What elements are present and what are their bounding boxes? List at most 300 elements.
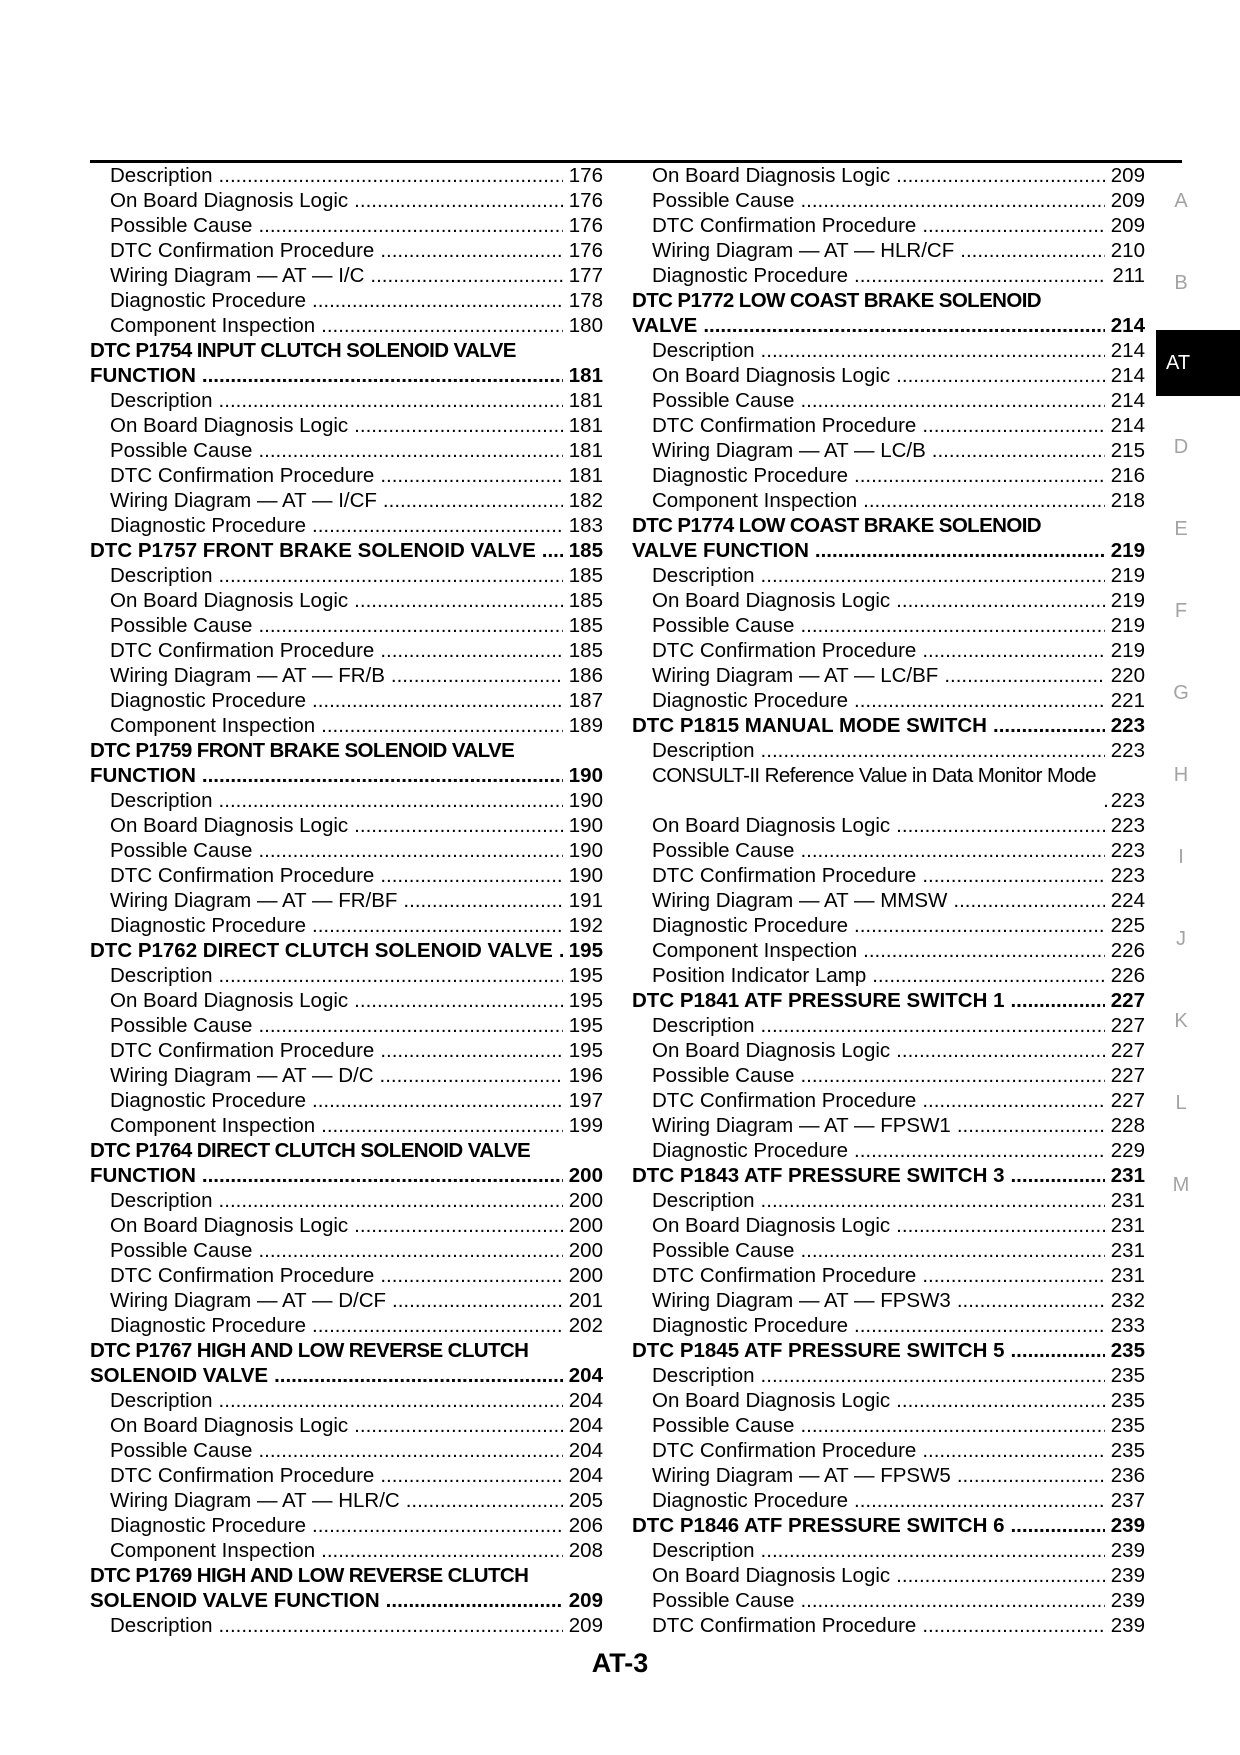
toc-entry-label: DTC P1845 ATF PRESSURE SWITCH 5 [632, 1339, 1005, 1362]
toc-entry-label: DTC P1767 HIGH AND LOW REVERSE CLUTCH [90, 1339, 529, 1362]
section-tab-at[interactable]: AT [1156, 330, 1240, 396]
toc-entry-label: Possible Cause [652, 1239, 795, 1262]
toc-entry-label: On Board Diagnosis Logic [652, 164, 891, 187]
dot-leader [383, 488, 563, 513]
section-tab-b[interactable]: B [1174, 272, 1188, 294]
toc-section-entry[interactable] [90, 363, 603, 388]
toc-entry-label: Diagnostic Procedure [652, 914, 848, 937]
toc-entry-page: 223 [1110, 739, 1145, 762]
toc-entry-page: 223 [1110, 814, 1145, 837]
toc-entry[interactable] [632, 938, 1145, 963]
toc-entry[interactable] [632, 1088, 1145, 1113]
toc-entry[interactable] [90, 713, 603, 738]
toc-entry[interactable] [632, 738, 1145, 763]
toc-entry[interactable] [90, 1238, 603, 1263]
toc-section-entry[interactable] [632, 313, 1145, 338]
toc-entry[interactable] [632, 338, 1145, 363]
dot-leader [542, 538, 563, 563]
toc-entry-page: 223 [1110, 714, 1145, 737]
toc-entry-label: Description [652, 1189, 755, 1212]
toc-entry[interactable] [632, 1463, 1145, 1488]
toc-section-entry[interactable] [90, 1588, 603, 1613]
toc-entry[interactable] [632, 1263, 1145, 1288]
toc-entry-label: FUNCTION [90, 364, 196, 387]
toc-entry-page: 221 [1110, 689, 1145, 712]
toc-entry-page: 200 [568, 1189, 603, 1212]
dot-leader [380, 1038, 562, 1063]
toc-entry-page: 211 [1112, 264, 1145, 287]
toc-entry-page: 200 [568, 1264, 603, 1287]
dot-leader [354, 588, 563, 613]
dot-leader [202, 763, 563, 788]
toc-entry-page: 200 [568, 1164, 603, 1187]
toc-entry-page: 214 [1110, 389, 1145, 412]
toc-entry[interactable] [90, 1488, 603, 1513]
toc-entry[interactable] [632, 913, 1145, 938]
dot-leader [354, 188, 563, 213]
toc-entry-page: 181 [568, 414, 603, 437]
toc-entry[interactable] [632, 1363, 1145, 1388]
toc-entry-page: 176 [568, 214, 603, 237]
toc-entry[interactable] [632, 1038, 1145, 1063]
toc-entry-label: Wiring Diagram — AT — FR/B [110, 664, 385, 687]
dot-leader [219, 1388, 563, 1413]
toc-entry-page: 223 [1110, 789, 1145, 812]
toc-entry[interactable] [90, 788, 603, 813]
toc-entry[interactable] [90, 813, 603, 838]
toc-entry-label: Possible Cause [652, 389, 795, 412]
dot-leader [321, 1113, 563, 1138]
toc-entry[interactable] [90, 438, 603, 463]
toc-entry-page: 232 [1110, 1289, 1145, 1312]
toc-section-entry[interactable] [632, 1338, 1145, 1363]
toc-entry-page: 226 [1110, 939, 1145, 962]
toc-entry[interactable] [90, 1013, 603, 1038]
toc-entry[interactable] [632, 413, 1145, 438]
dot-leader [380, 863, 562, 888]
toc-entry[interactable] [632, 588, 1145, 613]
toc-entry-label: Diagnostic Procedure [652, 1139, 848, 1162]
toc-section-entry[interactable] [90, 1163, 603, 1188]
dot-leader [896, 1563, 1105, 1588]
toc-entry[interactable] [632, 188, 1145, 213]
toc-entry[interactable] [632, 363, 1145, 388]
toc-entry-label: On Board Diagnosis Logic [652, 1214, 891, 1237]
toc-entry-page: 176 [568, 189, 603, 212]
toc-entry[interactable] [90, 163, 603, 188]
toc-entry[interactable] [632, 663, 1145, 688]
dot-leader [258, 838, 562, 863]
dot-leader [202, 363, 563, 388]
toc-entry[interactable] [632, 813, 1145, 838]
toc-entry-label: Diagnostic Procedure [652, 264, 848, 287]
toc-entry-label: DTC Confirmation Procedure [652, 1264, 917, 1287]
section-tab-m[interactable]: M [1172, 1174, 1190, 1196]
dot-leader [800, 188, 1104, 213]
toc-entry[interactable] [90, 1613, 603, 1638]
toc-entry-page: 190 [568, 864, 603, 887]
toc-entry[interactable] [632, 763, 1145, 788]
toc-entry-label: DTC Confirmation Procedure [110, 1264, 375, 1287]
dot-leader [312, 513, 563, 538]
toc-entry[interactable] [632, 1388, 1145, 1413]
dot-leader [922, 1263, 1104, 1288]
section-tab-k[interactable]: K [1174, 1010, 1188, 1032]
toc-entry[interactable] [632, 238, 1145, 263]
toc-entry[interactable] [90, 288, 603, 313]
toc-entry[interactable] [90, 1288, 603, 1313]
dot-leader [403, 888, 562, 913]
toc-entry[interactable] [632, 863, 1145, 888]
dot-leader [761, 1363, 1105, 1388]
dot-leader [922, 213, 1104, 238]
dot-leader [932, 438, 1105, 463]
dot-leader [380, 238, 562, 263]
toc-entry-page: 189 [568, 714, 603, 737]
dot-leader [854, 263, 1106, 288]
section-tab-f[interactable]: F [1174, 600, 1188, 622]
toc-entry[interactable] [90, 638, 603, 663]
section-tab-h[interactable]: H [1173, 764, 1189, 786]
toc-section-entry[interactable] [632, 538, 1145, 563]
section-tab-l[interactable]: L [1175, 1092, 1187, 1114]
toc-entry-label: On Board Diagnosis Logic [652, 364, 891, 387]
dot-leader [800, 838, 1104, 863]
toc-entry[interactable] [90, 663, 603, 688]
toc-entry[interactable] [90, 688, 603, 713]
toc-section-entry[interactable] [632, 513, 1145, 538]
toc-entry[interactable] [632, 1563, 1145, 1588]
toc-entry[interactable] [632, 1588, 1145, 1613]
toc-entry[interactable] [632, 1288, 1145, 1313]
toc-entry-page: 235 [1110, 1389, 1145, 1412]
toc-entry[interactable] [90, 1463, 603, 1488]
toc-entry-label: DTC P1762 DIRECT CLUTCH SOLENOID VALVE [90, 939, 553, 962]
toc-entry-label: Description [110, 164, 213, 187]
toc-entry[interactable] [90, 213, 603, 238]
toc-entry[interactable] [90, 888, 603, 913]
toc-entry-label: DTC Confirmation Procedure [652, 1089, 917, 1112]
toc-entry[interactable] [90, 563, 603, 588]
toc-entry[interactable] [632, 1013, 1145, 1038]
toc-entry[interactable] [90, 1063, 603, 1088]
toc-entry[interactable] [632, 838, 1145, 863]
toc-entry-page: 209 [568, 1589, 603, 1612]
dot-leader [354, 988, 563, 1013]
toc-entry-label: Wiring Diagram — AT — I/CF [110, 489, 377, 512]
toc-entry-label: Description [652, 1364, 755, 1387]
toc-entry-page: 235 [1110, 1364, 1145, 1387]
toc-entry-page: 199 [568, 1114, 603, 1137]
dot-leader [1010, 1338, 1104, 1363]
toc-section-entry[interactable] [632, 713, 1145, 738]
dot-leader [896, 163, 1105, 188]
toc-entry-page: 239 [1110, 1514, 1145, 1537]
toc-entry-label: Diagnostic Procedure [110, 1514, 306, 1537]
toc-entry-label: Possible Cause [110, 439, 253, 462]
dot-leader [380, 1063, 563, 1088]
toc-entry[interactable] [90, 1313, 603, 1338]
toc-entry-label: Component Inspection [652, 939, 858, 962]
section-tab-d[interactable]: D [1173, 436, 1189, 458]
dot-leader [896, 1038, 1105, 1063]
toc-section-entry[interactable] [90, 938, 603, 963]
toc-entry-label: Diagnostic Procedure [110, 289, 306, 312]
toc-entry-page: 180 [568, 314, 603, 337]
toc-entry-page: 186 [568, 664, 603, 687]
toc-entry-page: 209 [1110, 164, 1145, 187]
toc-section-entry[interactable] [90, 763, 603, 788]
section-tab-g[interactable]: G [1173, 682, 1189, 704]
toc-entry-label: DTC Confirmation Procedure [652, 414, 917, 437]
dot-leader [1010, 1513, 1104, 1538]
toc-section-entry[interactable] [90, 1338, 603, 1363]
toc-entry-page: 231 [1110, 1214, 1145, 1237]
toc-entry-page: 239 [1110, 1614, 1145, 1637]
toc-entry[interactable] [632, 788, 1145, 813]
toc-entry[interactable] [632, 1138, 1145, 1163]
toc-entry[interactable] [90, 988, 603, 1013]
dot-leader [219, 388, 563, 413]
toc-entry[interactable] [632, 1188, 1145, 1213]
toc-entry[interactable] [632, 888, 1145, 913]
toc-entry-label: Possible Cause [652, 189, 795, 212]
toc-entry-label: Possible Cause [110, 839, 253, 862]
dot-leader [559, 938, 563, 963]
toc-entry-page: 237 [1110, 1489, 1145, 1512]
toc-entry-page: 239 [1110, 1539, 1145, 1562]
toc-entry[interactable] [90, 388, 603, 413]
toc-entry[interactable] [90, 838, 603, 863]
dot-leader [202, 1163, 563, 1188]
toc-entry-label: DTC Confirmation Procedure [652, 214, 917, 237]
dot-leader [761, 563, 1105, 588]
toc-entry[interactable] [632, 1113, 1145, 1138]
toc-entry-page: 195 [568, 1014, 603, 1037]
toc-entry[interactable] [90, 963, 603, 988]
dot-leader [854, 1138, 1105, 1163]
toc-entry-page: 202 [568, 1314, 603, 1337]
toc-entry-label: DTC Confirmation Procedure [110, 864, 375, 887]
toc-entry-label: DTC P1843 ATF PRESSURE SWITCH 3 [632, 1164, 1005, 1187]
toc-entry[interactable] [90, 188, 603, 213]
toc-section-entry[interactable] [90, 538, 603, 563]
toc-entry[interactable] [90, 1263, 603, 1288]
toc-entry-page: 185 [568, 539, 603, 562]
toc-entry-label: Description [652, 1539, 755, 1562]
toc-entry-page: 227 [1110, 1014, 1145, 1037]
toc-entry-label: SOLENOID VALVE [90, 1364, 269, 1387]
toc-entry[interactable] [90, 1038, 603, 1063]
toc-entry-label: Description [110, 389, 213, 412]
dot-leader [274, 1363, 563, 1388]
toc-entry[interactable] [90, 613, 603, 638]
dot-leader [258, 438, 562, 463]
toc-entry[interactable] [90, 1413, 603, 1438]
toc-entry[interactable] [90, 1388, 603, 1413]
section-tab-j[interactable]: J [1176, 928, 1186, 950]
dot-leader [896, 813, 1105, 838]
toc-entry[interactable] [632, 1413, 1145, 1438]
toc-entry-label: On Board Diagnosis Logic [110, 814, 349, 837]
toc-entry-page: 228 [1110, 1114, 1145, 1137]
toc-entry[interactable] [632, 563, 1145, 588]
toc-entry-label: DTC P1769 HIGH AND LOW REVERSE CLUTCH [90, 1564, 529, 1587]
toc-section-entry[interactable] [90, 738, 603, 763]
dot-leader [815, 538, 1105, 563]
toc-section-entry[interactable] [90, 1138, 603, 1163]
toc-entry-page: 219 [1110, 589, 1145, 612]
section-tab-i[interactable]: I [1178, 846, 1184, 868]
toc-section-entry[interactable] [90, 1563, 603, 1588]
toc-entry[interactable] [632, 1538, 1145, 1563]
toc-entry[interactable] [632, 488, 1145, 513]
dot-leader [258, 613, 562, 638]
toc-entry[interactable] [632, 438, 1145, 463]
toc-entry-page: 209 [1110, 189, 1145, 212]
toc-entry-label: DTC P1772 LOW COAST BRAKE SOLENOID [632, 289, 1042, 312]
toc-entry[interactable] [90, 1513, 603, 1538]
toc-entry-page: 224 [1110, 889, 1145, 912]
toc-entry-label: Diagnostic Procedure [110, 1314, 306, 1337]
toc-entry[interactable] [632, 1063, 1145, 1088]
toc-entry[interactable] [90, 238, 603, 263]
toc-entry-page: 177 [568, 264, 603, 287]
toc-entry-label: Possible Cause [110, 214, 253, 237]
section-tab-e[interactable]: E [1174, 518, 1188, 540]
toc-entry-label: DTC Confirmation Procedure [110, 639, 375, 662]
toc-entry[interactable] [90, 913, 603, 938]
toc-entry[interactable] [90, 1188, 603, 1213]
toc-entry-page: 231 [1110, 1164, 1145, 1187]
dot-leader [922, 1613, 1104, 1638]
toc-section-entry[interactable] [632, 988, 1145, 1013]
toc-entry-label: On Board Diagnosis Logic [652, 1564, 891, 1587]
toc-entry-page: 214 [1110, 314, 1145, 337]
toc-entry[interactable] [632, 213, 1145, 238]
toc-entry-page: 219 [1110, 564, 1145, 587]
toc-entry[interactable] [632, 1488, 1145, 1513]
toc-entry-label: Description [652, 1014, 755, 1037]
dot-leader [312, 913, 563, 938]
toc-entry[interactable] [90, 463, 603, 488]
toc-entry[interactable] [632, 163, 1145, 188]
dot-leader [800, 613, 1104, 638]
toc-entry-label: Description [110, 789, 213, 812]
dot-leader [761, 1188, 1105, 1213]
toc-entry-page: 185 [568, 639, 603, 662]
toc-entry-label: Diagnostic Procedure [652, 1314, 848, 1337]
toc-entry-page: 223 [1110, 864, 1145, 887]
toc-entry-page: 208 [568, 1539, 603, 1562]
toc-entry[interactable] [632, 1213, 1145, 1238]
toc-entry-label: Possible Cause [110, 1239, 253, 1262]
toc-entry[interactable] [90, 588, 603, 613]
toc-entry[interactable] [90, 1213, 603, 1238]
toc-entry-page: 201 [568, 1289, 603, 1312]
dot-leader [944, 663, 1104, 688]
toc-entry-page: 183 [568, 514, 603, 537]
section-tab-a[interactable]: A [1174, 190, 1188, 212]
toc-entry[interactable] [90, 1088, 603, 1113]
dot-leader [380, 1263, 562, 1288]
toc-entry[interactable] [632, 463, 1145, 488]
toc-entry[interactable] [90, 1113, 603, 1138]
toc-entry-label: Position Indicator Lamp [652, 964, 867, 987]
toc-entry[interactable] [632, 638, 1145, 663]
toc-entry[interactable] [632, 1313, 1145, 1338]
toc-entry-label: DTC P1759 FRONT BRAKE SOLENOID VALVE [90, 739, 515, 762]
toc-entry-page: 236 [1110, 1464, 1145, 1487]
dot-leader [896, 588, 1105, 613]
page-number: AT-3 [591, 1648, 649, 1678]
toc-entry-page: 209 [1110, 214, 1145, 237]
toc-section-entry[interactable] [90, 1363, 603, 1388]
toc-entry-label: Wiring Diagram — AT — LC/B [652, 439, 926, 462]
toc-entry[interactable] [90, 413, 603, 438]
dot-leader [854, 688, 1105, 713]
toc-entry[interactable] [632, 1238, 1145, 1263]
toc-entry[interactable] [632, 388, 1145, 413]
dot-leader [321, 1538, 563, 1563]
toc-entry[interactable] [90, 263, 603, 288]
dot-leader [312, 1313, 563, 1338]
toc-section-entry[interactable] [632, 288, 1145, 313]
toc-entry-page: 235 [1110, 1414, 1145, 1437]
toc-entry-label: FUNCTION [90, 764, 196, 787]
toc-entry[interactable] [90, 1438, 603, 1463]
toc-entry-label: Diagnostic Procedure [110, 914, 306, 937]
toc-entry-label: Wiring Diagram — AT — D/C [110, 1064, 374, 1087]
dot-leader [392, 1288, 563, 1313]
toc-section-entry[interactable] [632, 1513, 1145, 1538]
toc-section-entry[interactable] [632, 1163, 1145, 1188]
dot-leader [761, 1538, 1105, 1563]
toc-entry[interactable] [90, 513, 603, 538]
toc-entry[interactable] [632, 963, 1145, 988]
toc-entry[interactable] [90, 863, 603, 888]
toc-entry[interactable] [90, 488, 603, 513]
toc-entry-label: Wiring Diagram — AT — FPSW5 [652, 1464, 951, 1487]
dot-leader [354, 1213, 563, 1238]
dot-leader [219, 963, 563, 988]
toc-entry-label: Wiring Diagram — AT — FPSW1 [652, 1114, 951, 1137]
dot-leader [321, 713, 563, 738]
toc-entry-page: 200 [568, 1214, 603, 1237]
dot-leader [380, 463, 562, 488]
toc-entry-page: 239 [1110, 1564, 1145, 1587]
toc-entry-label: Possible Cause [652, 614, 795, 637]
toc-section-entry[interactable] [90, 338, 603, 363]
toc-entry[interactable] [632, 263, 1145, 288]
toc-entry-label: On Board Diagnosis Logic [652, 589, 891, 612]
toc-entry-page: 190 [568, 839, 603, 862]
dot-leader [1010, 988, 1104, 1013]
toc-entry[interactable] [90, 1538, 603, 1563]
toc-entry[interactable] [90, 313, 603, 338]
toc-entry-label: On Board Diagnosis Logic [110, 989, 349, 1012]
toc-entry[interactable] [632, 1438, 1145, 1463]
toc-entry[interactable] [632, 613, 1145, 638]
dot-leader [354, 813, 563, 838]
toc-entry[interactable] [632, 1613, 1145, 1638]
toc-entry-page: 227 [1110, 1039, 1145, 1062]
dot-leader [312, 1088, 563, 1113]
toc-entry-label: Description [110, 1614, 213, 1637]
toc-entry[interactable] [632, 688, 1145, 713]
toc-entry-label: DTC Confirmation Procedure [652, 864, 917, 887]
dot-leader [922, 1438, 1104, 1463]
